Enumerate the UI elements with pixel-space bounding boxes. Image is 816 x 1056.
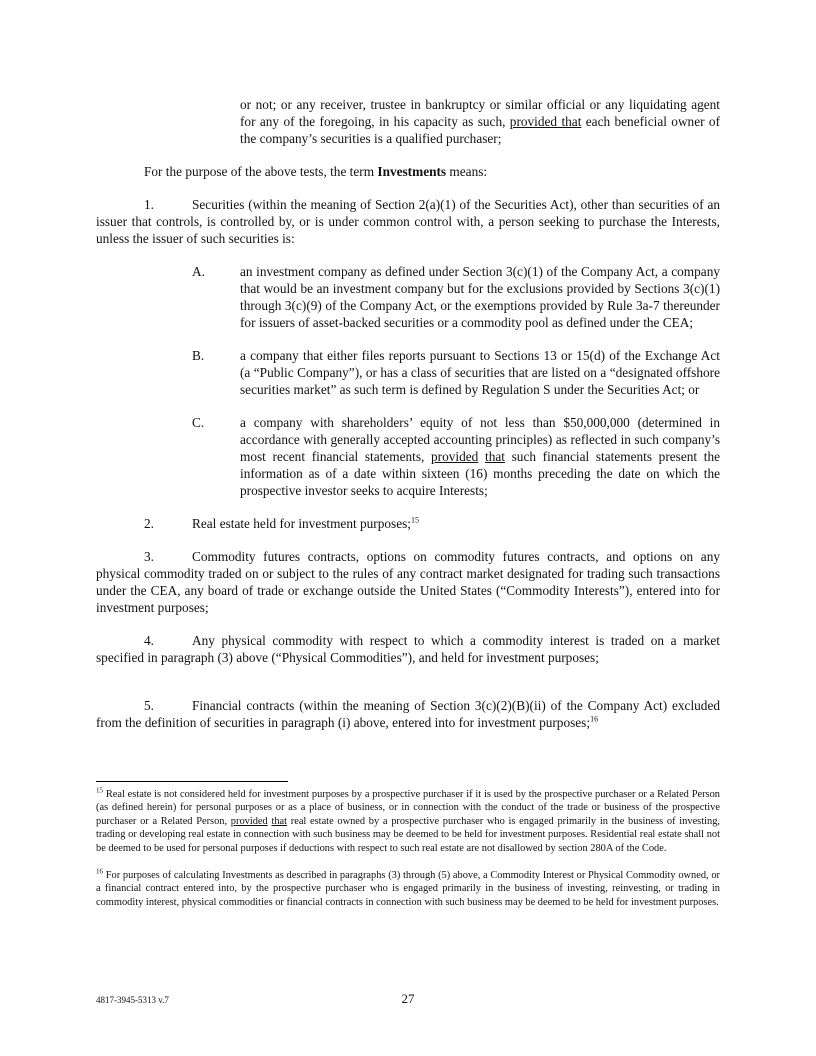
sub-item-a (96, 263, 720, 331)
item-3 (96, 548, 720, 616)
item-text: Any physical commodity with respect to which a commodity interest is traded on a market specified in paragraph (3) above (“Physical Commodities”), and held for investment purposes; (96, 633, 720, 665)
footnote-divider (96, 781, 288, 782)
body-text (96, 96, 720, 747)
sub-item-letter: A. (192, 264, 205, 279)
sub-item-letter: C. (192, 415, 205, 430)
sub-item-text: a company with shareholders’ equity of not less than $50,000,000 (determined in accordance with generally accepted accounting principles) as reflected in such company’s most recent financial statements, provided that such financial statements present the information as of a date within sixteen (16) months preceding the date on which the prospective investor seeks to acquire Interests; (240, 415, 721, 498)
footnote-ref-16[interactable]: 16 (590, 714, 599, 724)
investments-term: Investments (377, 164, 447, 179)
item-number: 2. (144, 516, 154, 531)
item-1 (96, 196, 720, 247)
continuation-text-end: each beneficial owner of the company’s securities is a qualified purchaser; (240, 114, 720, 146)
item-number: 3. (144, 549, 154, 564)
that-underline: that (485, 449, 505, 464)
investments-intro (96, 163, 720, 180)
sub-item-b (96, 347, 720, 398)
item-4 (96, 632, 720, 666)
item-text: Securities (within the meaning of Section 2(a)(1) of the Securities Act), other than securities of an issuer that controls, is controlled by, or is under common control with, a person seeking to purchase the Interests, unless the issuer of such securities is: (96, 197, 720, 246)
footnote-ref-15[interactable]: 15 (410, 515, 419, 525)
item-2 (96, 515, 720, 532)
footnote-number: 15 (96, 786, 103, 795)
page-number: 27 (401, 991, 415, 1006)
continuation-text: or not; or any receiver, trustee in bankruptcy or similar official or any liquidating agent for any of the foregoing, in his capacity as such, (240, 97, 720, 129)
provided-that-underline: provided that (509, 114, 582, 129)
item-text: Commodity futures contracts, options on commodity futures contracts, and options on any physical commodity traded on or subject to the rules of any contract market designated for trading such transactions under the CEA, any board of trade or exchange outside the United States (“Commodity Interests”), entered into for investment purposes; (96, 549, 720, 615)
item-number: 5. (144, 698, 154, 713)
intro-text-end: means: (446, 164, 488, 179)
footnote-16: $^{16}$ For purposes of calculating Investments as described in paragraphs (3) through (5) above, a Commodity Interest or Physical Commodity owned, or a financial contract entered into, by the prospective purchaser who is engaged primarily in the business of investing, reinvesting, or trading in commodity interest, physical commodities or financial contracts in connection with such business may be deemed to be held for investment purposes. (96, 867, 720, 908)
sub-item-c (96, 414, 720, 499)
item-number: 1. (144, 197, 154, 212)
sub-item-letter: B. (192, 348, 205, 363)
provided-underline: provided (230, 815, 268, 827)
footnote-15: $^{15}$ Real estate is not considered held for investment purposes by a prospective purchaser if it is used by the prospective purchaser or a Related Person (as defined herein) for personal purposes or as a place of business, or in connection with the conduct of the trade or business of the prospective purchaser or a Related Person, provided that real estate owned by a prospective purchaser who is engaged primarily in the business of investing, trading or developing real estate in connection with such business may be deemed to be held for investment purposes. Residential real estate shall not be deemed to be used for personal purposes if deductions with respect to such real estate are not disallowed by section 280A of the Code. (96, 786, 720, 854)
intro-text: For the purpose of the above tests, the term (144, 164, 378, 179)
item-number: 4. (144, 633, 154, 648)
document-id: 4817-3945-5313 v.7 (96, 995, 169, 1005)
that-underline: that (271, 815, 288, 827)
sub-item-text: an investment company as defined under Section 3(c)(1) of the Company Act, a company that would be an investment company but for the exclusions provided by Sections 3(c)(1) through 3(c)(9) of the Company Act, or the exemptions provided by Rule 3a-7 thereunder for issuers of asset-backed securities or a commodity pool as defined under the CEA; (240, 264, 720, 330)
item-text: Financial contracts (within the meaning of Section 3(c)(2)(B)(ii) of the Company Act) excluded from the definition of securities in paragraph (i) above, entered into for investment purposes; (96, 698, 720, 730)
sub-item-text: a company that either files reports pursuant to Sections 13 or 15(d) of the Exchange Act (a “Public Company”), or has a class of securities that are listed on a “designated offshore securities market” as such term is defined by Regulation S under the Securities Act; or (240, 348, 720, 397)
continuation-paragraph (240, 96, 720, 147)
footnotes (96, 788, 720, 923)
item-text: Real estate held for investment purposes; (192, 516, 411, 531)
item-5 (96, 697, 720, 731)
footnote-number: 16 (96, 867, 103, 876)
provided-underline: provided (431, 449, 479, 464)
